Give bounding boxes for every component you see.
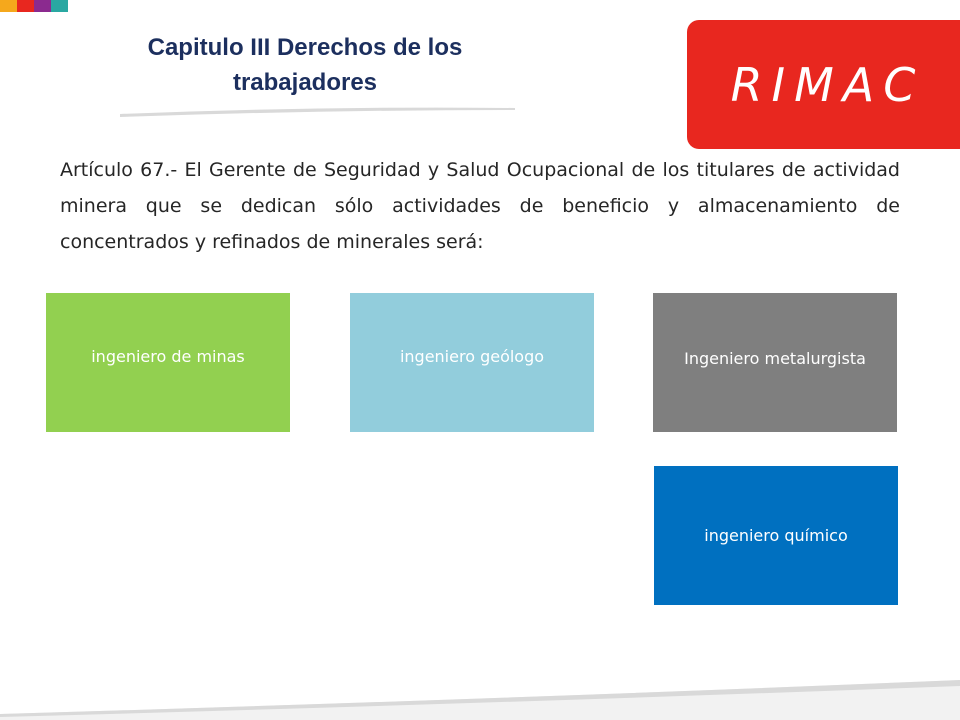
accent-stripe-purple	[34, 0, 51, 12]
article-text: Artículo 67.- El Gerente de Seguridad y Salud Ocupacional de los titulares de actividad minera que se dedican sólo actividades de beneficio y almacenamiento de concentrados y refinados de minerales será:	[60, 159, 900, 253]
accent-stripes	[0, 0, 68, 12]
option-label: ingeniero de minas	[91, 346, 245, 366]
option-box-geologist	[350, 293, 594, 432]
title-area	[120, 30, 490, 100]
option-label: Ingeniero metalurgista	[684, 348, 866, 368]
option-box-metallurgist	[653, 293, 897, 432]
rimac-logo	[687, 20, 960, 149]
slide-title: Capitulo III Derechos de los trabajadores	[147, 34, 463, 96]
title-underline-swoosh	[120, 100, 520, 122]
bottom-swoosh-decoration	[0, 670, 960, 720]
option-box-mining-engineer	[46, 293, 290, 432]
option-label: ingeniero geólogo	[399, 346, 545, 366]
logo-text: RIMAC	[730, 57, 925, 112]
accent-stripe-red	[17, 0, 34, 12]
option-label: ingeniero químico	[704, 525, 848, 545]
accent-stripe-teal	[51, 0, 68, 12]
option-box-chemical-engineer	[654, 466, 898, 605]
accent-stripe-orange	[0, 0, 17, 12]
